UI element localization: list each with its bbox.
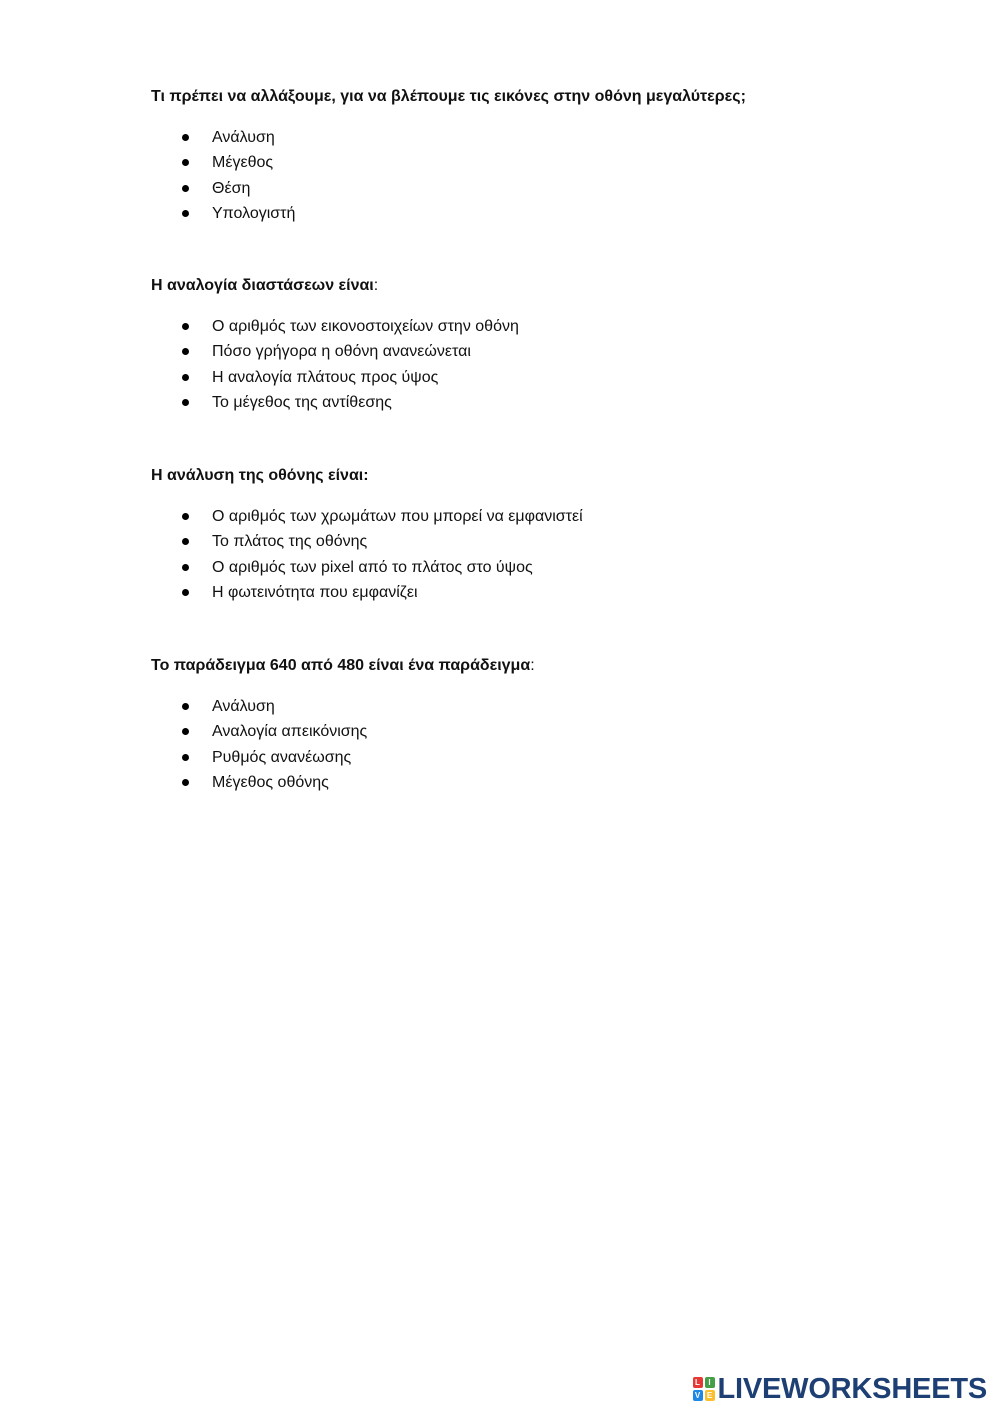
answer-option[interactable]: Ανάλυση	[151, 125, 911, 150]
answer-option[interactable]: Ο αριθμός των εικονοστοιχείων στην οθόνη	[151, 314, 911, 339]
logo-letter: V	[693, 1390, 703, 1401]
answer-option[interactable]: Ο αριθμός των χρωμάτων που μπορεί να εμφανιστεί	[151, 504, 911, 529]
bullet-icon	[182, 589, 189, 596]
answer-option[interactable]: Θέση	[151, 176, 911, 201]
answer-option[interactable]: Ο αριθμός των pixel από το πλάτος στο ύψος	[151, 555, 911, 580]
bullet-icon	[182, 728, 189, 735]
answer-option[interactable]: Το μέγεθος της αντίθεσης	[151, 390, 911, 415]
bullet-icon	[182, 185, 189, 192]
answer-option[interactable]: Μέγεθος οθόνης	[151, 770, 911, 795]
question-2-title: Η αναλογία διαστάσεων είναι:	[151, 277, 379, 294]
question-1-title: Τι πρέπει να αλλάξουμε, για να βλέπουμε τις εικόνες στην οθόνη μεγαλύτερες;	[151, 88, 746, 105]
question-4-title: Το παράδειγμα 640 από 480 είναι ένα παράδειγμα:	[151, 657, 535, 674]
question-2-options	[151, 314, 911, 415]
bullet-icon	[182, 210, 189, 217]
answer-option[interactable]: Μέγεθος	[151, 150, 911, 175]
bullet-icon	[182, 538, 189, 545]
bullet-icon	[182, 323, 189, 330]
answer-option[interactable]: Το πλάτος της οθόνης	[151, 529, 911, 554]
question-3-title: Η ανάλυση της οθόνης είναι:	[151, 467, 369, 484]
bullet-icon	[182, 348, 189, 355]
question-3-options	[151, 504, 911, 605]
answer-option[interactable]: Πόσο γρήγορα η οθόνη ανανεώνεται	[151, 339, 911, 364]
answer-option[interactable]: Ανάλυση	[151, 694, 911, 719]
bullet-icon	[182, 779, 189, 786]
brand-name: LIVEWORKSHEETS	[717, 1372, 987, 1405]
liveworksheets-brand	[693, 1372, 988, 1406]
bullet-icon	[182, 513, 189, 520]
bullet-icon	[182, 703, 189, 710]
answer-option[interactable]: Ρυθμός ανανέωσης	[151, 745, 911, 770]
question-1-options	[151, 125, 911, 226]
answer-option[interactable]: Αναλογία απεικόνισης	[151, 719, 911, 744]
logo-letter: I	[705, 1377, 715, 1388]
question-3	[151, 466, 911, 605]
bullet-icon	[182, 399, 189, 406]
question-4	[151, 656, 911, 795]
bullet-icon	[182, 374, 189, 381]
bullet-icon	[182, 134, 189, 141]
question-4-options	[151, 694, 911, 795]
logo-letter: E	[705, 1390, 715, 1401]
bullet-icon	[182, 159, 189, 166]
logo-letter: L	[693, 1377, 703, 1388]
answer-option[interactable]: Υπολογιστή	[151, 201, 911, 226]
question-1	[151, 87, 911, 226]
liveworksheets-logo-icon	[693, 1377, 715, 1401]
answer-option[interactable]: Η αναλογία πλάτους προς ύψος	[151, 365, 911, 390]
question-2	[151, 276, 911, 415]
bullet-icon	[182, 754, 189, 761]
answer-option[interactable]: Η φωτεινότητα που εμφανίζει	[151, 580, 911, 605]
bullet-icon	[182, 564, 189, 571]
